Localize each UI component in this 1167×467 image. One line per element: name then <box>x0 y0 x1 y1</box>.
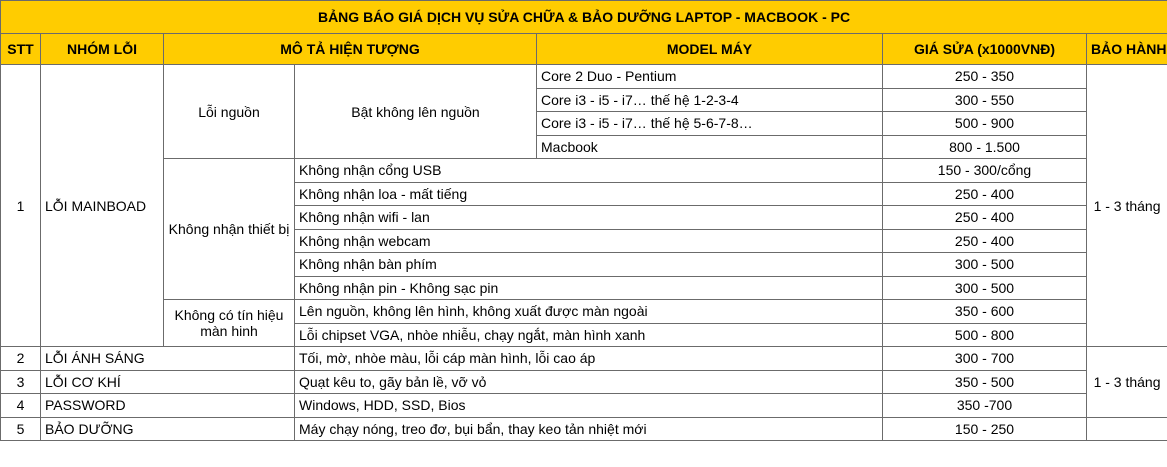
price-cell: 300 - 500 <box>883 253 1087 277</box>
row-stt: 1 <box>1 65 41 347</box>
table-row <box>1 65 1167 89</box>
header-stt: STT <box>1 34 41 65</box>
price-cell: 500 - 800 <box>883 323 1087 347</box>
description-cell: Không nhận wifi - lan <box>295 206 883 230</box>
subgroup-signal: Không có tín hiệu màn hinh <box>164 300 295 347</box>
warranty-cell: 1 - 3 tháng <box>1087 347 1167 418</box>
description-cell: Không nhận webcam <box>295 229 883 253</box>
table-row <box>1 394 1167 418</box>
row-group: LỖI CƠ KHÍ <box>41 370 295 394</box>
price-cell: 350 -700 <box>883 394 1087 418</box>
header-price: GIÁ SỬA (x1000VNĐ) <box>883 34 1087 65</box>
price-cell: 300 - 550 <box>883 88 1087 112</box>
description-cell: Không nhận pin - Không sạc pin <box>295 276 883 300</box>
table-row <box>1 370 1167 394</box>
header-model: MODEL MÁY <box>537 34 883 65</box>
description-cell: Không nhận loa - mất tiếng <box>295 182 883 206</box>
description-cell: Không nhận bàn phím <box>295 253 883 277</box>
price-cell: 250 - 400 <box>883 229 1087 253</box>
price-cell: 300 - 700 <box>883 347 1087 371</box>
price-cell: 350 - 600 <box>883 300 1087 324</box>
table-row <box>1 347 1167 371</box>
row-stt: 3 <box>1 370 41 394</box>
price-cell: 300 - 500 <box>883 276 1087 300</box>
table-row <box>1 159 1167 183</box>
table-title: BẢNG BÁO GIÁ DỊCH VỤ SỬA CHỮA & BẢO DƯỠNG LAPTOP - MACBOOK - PC <box>1 1 1167 34</box>
row-group: LỖI ÁNH SÁNG <box>41 347 295 371</box>
warranty-cell: 1 - 3 tháng <box>1087 65 1167 347</box>
price-cell: 150 - 250 <box>883 417 1087 441</box>
model-cell: Core i3 - i5 - i7… thế hệ 5-6-7-8… <box>537 112 883 136</box>
table-row <box>1 300 1167 324</box>
model-cell: Core 2 Duo - Pentium <box>537 65 883 89</box>
model-cell: Core i3 - i5 - i7… thế hệ 1-2-3-4 <box>537 88 883 112</box>
row-group: PASSWORD <box>41 394 295 418</box>
price-cell: 250 - 400 <box>883 182 1087 206</box>
price-cell: 250 - 400 <box>883 206 1087 230</box>
table-row <box>1 417 1167 441</box>
header-description: MÔ TẢ HIỆN TƯỢNG <box>164 34 537 65</box>
header-warranty: BẢO HÀNH <box>1087 34 1167 65</box>
row-group: LỖI MAINBOAD <box>41 65 164 347</box>
price-cell: 800 - 1.500 <box>883 135 1087 159</box>
header-group: NHÓM LỖI <box>41 34 164 65</box>
warranty-cell-empty <box>1087 417 1167 441</box>
subgroup-device: Không nhận thiết bị <box>164 159 295 300</box>
row-group: BẢO DƯỠNG <box>41 417 295 441</box>
row-stt: 5 <box>1 417 41 441</box>
description-cell: Không nhận cổng USB <box>295 159 883 183</box>
price-cell: 250 - 350 <box>883 65 1087 89</box>
description-cell: Lỗi chipset VGA, nhòe nhiễu, chạy ngắt, màn hình xanh <box>295 323 883 347</box>
description-cell: Lên nguồn, không lên hình, không xuất được màn ngoài <box>295 300 883 324</box>
power-description: Bật không lên nguồn <box>295 65 537 159</box>
description-cell: Máy chạy nóng, treo đơ, bụi bẩn, thay keo tản nhiệt mới <box>295 417 883 441</box>
row-stt: 4 <box>1 394 41 418</box>
description-cell: Tối, mờ, nhòe màu, lỗi cáp màn hình, lỗi cao áp <box>295 347 883 371</box>
row-stt: 2 <box>1 347 41 371</box>
model-cell: Macbook <box>537 135 883 159</box>
price-cell: 350 - 500 <box>883 370 1087 394</box>
description-cell: Quạt kêu to, gãy bản lề, vỡ vỏ <box>295 370 883 394</box>
price-cell: 500 - 900 <box>883 112 1087 136</box>
description-cell: Windows, HDD, SSD, Bios <box>295 394 883 418</box>
subgroup-power: Lỗi nguồn <box>164 65 295 159</box>
price-cell: 150 - 300/cổng <box>883 159 1087 183</box>
